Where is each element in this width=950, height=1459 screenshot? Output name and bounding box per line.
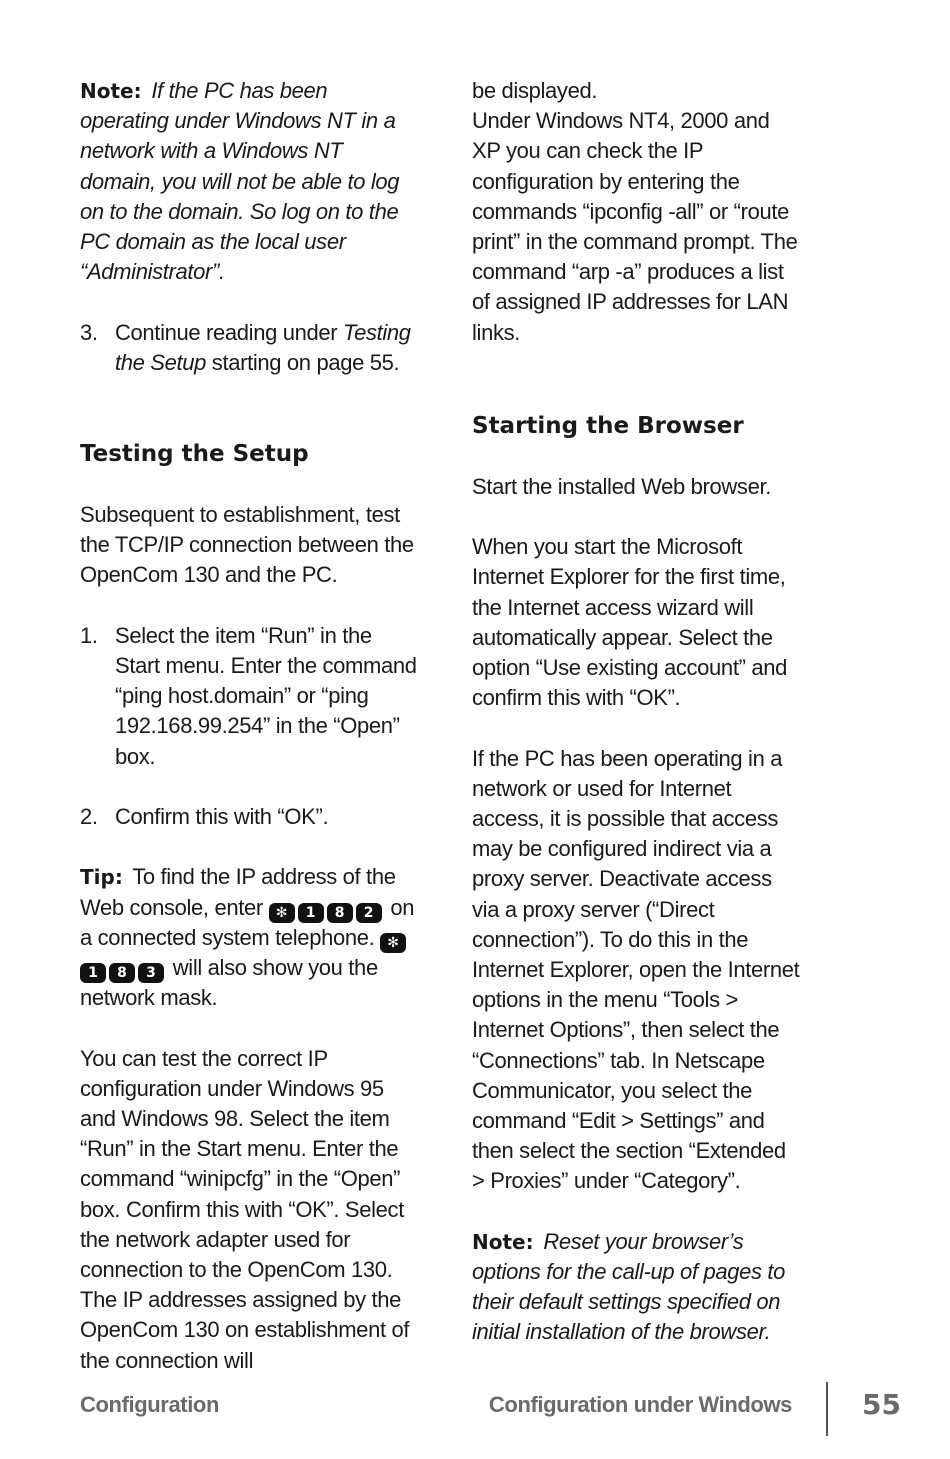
left-column xyxy=(80,76,418,1376)
note-label: Note: xyxy=(80,79,142,103)
right-column xyxy=(472,76,802,1348)
step-2-text: Confirm this with “OK”. xyxy=(115,804,329,830)
key-3-icon: 3 xyxy=(138,963,164,983)
step-3-reference: Testing the Setup xyxy=(115,319,411,375)
step-1-text: Select the item “Run” in the Start menu. Enter the command “ping host.domain” or “ping 192.168.99.254” in the “Open” box. xyxy=(115,622,417,769)
page-number: 55 xyxy=(862,1388,901,1421)
tip-label: Tip: xyxy=(80,865,123,890)
key-1-icon: 1 xyxy=(80,963,106,983)
list-item-step-3 xyxy=(80,318,418,378)
list-number: 3. xyxy=(80,319,98,345)
intro-paragraph: Subsequent to establishment, test the TCP/IP connection between the OpenCom 130 and the PC. xyxy=(80,502,414,588)
continued-line: be displayed. xyxy=(472,78,598,103)
list-item-step-2 xyxy=(80,802,418,832)
section-heading-browser: Starting the Browser xyxy=(472,412,744,439)
note-text: Reset your browser’s options for the call-up of pages to their default settings specified on initial installation of the browser. xyxy=(472,1228,786,1345)
note-label: Note: xyxy=(472,1229,534,1254)
star-key-icon: ✻ xyxy=(269,903,295,923)
key-8-icon: 8 xyxy=(109,963,135,983)
section-heading-testing: Testing the Setup xyxy=(80,441,309,468)
proxy-paragraph: If the PC has been operating in a network or used for Internet access, it is possible that access may be configured indirect via a proxy server. Deactivate access via a proxy server (“Direct connection”). To do this in the Internet Explorer, open the Internet options in the menu “Tools > Internet Options”, then select the “Connections” tab. In Netscape Communicator, you select the command “Edit > Settings” and then select the section “Extended > Proxies” under “Category”. xyxy=(472,745,800,1194)
winipcfg-paragraph: You can test the correct IP configuration under Windows 95 and Windows 98. Select the item “Run” in the Start menu. Enter the command “winipcfg” in the “Open” box. Confirm this with “OK”. Select the network adapter used for connection to the OpenCom 130. The IP addresses assigned by the OpenCom 130 on establishment of the connection will xyxy=(80,1045,410,1373)
note-paragraph xyxy=(80,76,418,287)
tip-text-mid: on a connected system telephone. xyxy=(80,894,415,950)
ipconfig-paragraph: Under Windows NT4, 2000 and XP you can check the IP configuration by entering the commands “ipconfig -all” or “route print” in the command prompt. The command “arp -a” produces a list of assigned IP addresses for LAN links. xyxy=(472,108,798,345)
key-2-icon: 2 xyxy=(356,903,382,923)
list-number: 1. xyxy=(80,622,98,648)
step-3-text-end: starting on page 55. xyxy=(206,349,400,375)
key-8-icon: 8 xyxy=(327,903,353,923)
start-browser-paragraph: Start the installed Web browser. xyxy=(472,473,771,499)
key-sequence-182 xyxy=(269,895,385,920)
footer-section: Configuration under Windows xyxy=(488,1392,792,1417)
list-number: 2. xyxy=(80,804,98,830)
list-item-step-1 xyxy=(80,621,418,772)
tip-paragraph xyxy=(80,862,418,1013)
note-text: If the PC has been operating under Windows NT in a network with a Windows NT domain, you will not be able to log on to the domain. So log on to the PC domain as the local user “Administrator”. xyxy=(80,78,400,285)
explorer-paragraph: When you start the Microsoft Internet Explorer for the first time, the Internet access wizard will automatically appear. Select the option “Use existing account” and confirm this with “OK”. xyxy=(472,534,787,711)
step-3-text: Continue reading under xyxy=(115,319,344,345)
note-paragraph-browser xyxy=(472,1227,802,1348)
footer-chapter: Configuration xyxy=(80,1392,219,1417)
tip-text: To find the IP address of the Web console, enter xyxy=(80,864,396,920)
star-key-icon: ✻ xyxy=(380,933,406,953)
footer-divider xyxy=(826,1382,828,1436)
key-1-icon: 1 xyxy=(298,903,324,923)
tip-text-end: will also show you the network mask. xyxy=(80,955,378,1011)
